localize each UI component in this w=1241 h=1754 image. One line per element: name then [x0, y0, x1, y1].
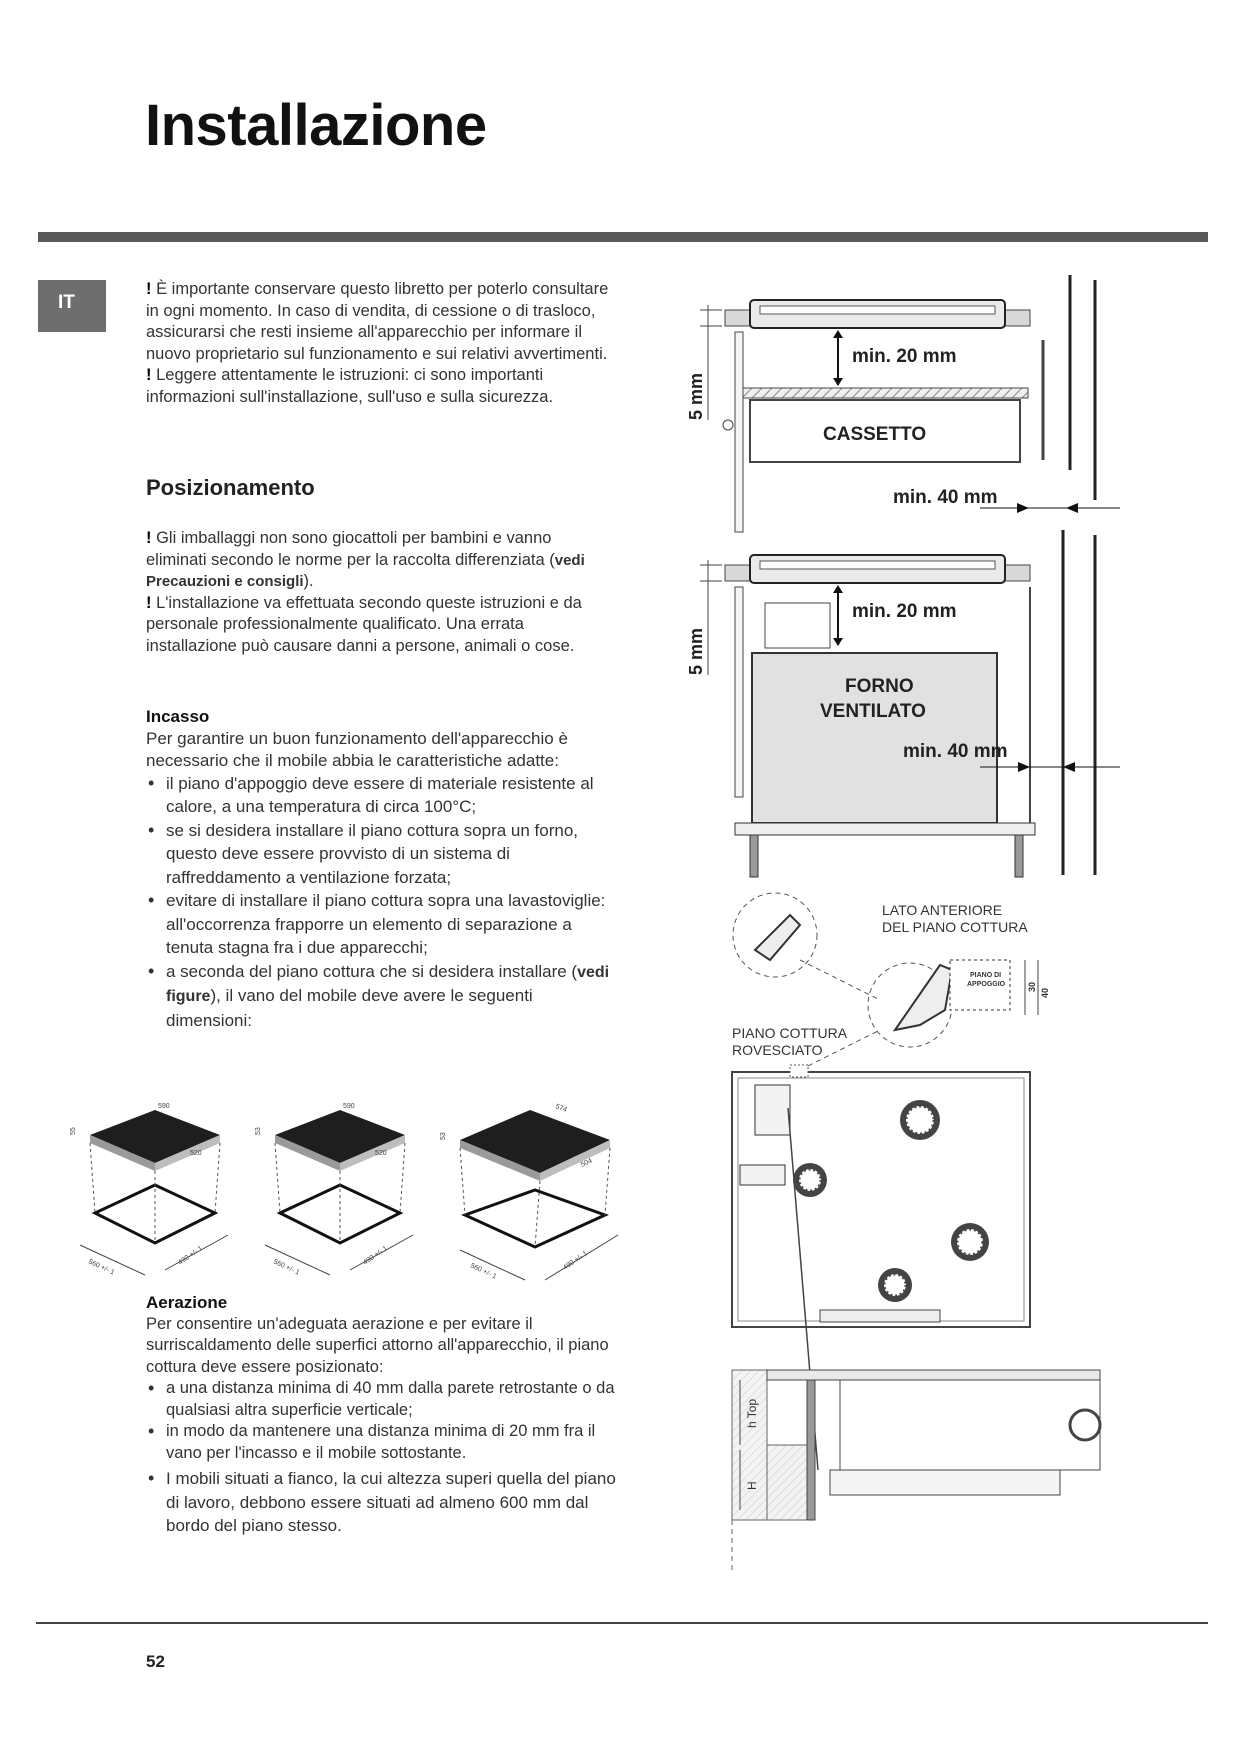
dimension-label: 490 +/- 1: [562, 1249, 589, 1272]
h-top-label: h Top: [745, 1398, 759, 1428]
aerazione-lead: Per consentire un'adeguata aerazione e per evitare il surriscaldamento delle superfici attorno all'apparecchio, il piano cottura deve essere posizionato:: [146, 1314, 609, 1376]
page-number: 52: [146, 1652, 165, 1671]
connector-box: [740, 1165, 785, 1185]
installation-diagrams: [680, 270, 1120, 1590]
arrow-head: [1017, 503, 1029, 513]
cutout-dimension-figures: [70, 1095, 630, 1285]
fan-vent-grille: [906, 1106, 934, 1134]
dimension-label: 55: [70, 1127, 77, 1135]
support-label: PIANO DI: [970, 972, 1002, 979]
dimension-label: 490 +/- 1: [177, 1244, 204, 1267]
dimension-label: 490 +/- 1: [362, 1244, 389, 1267]
dimension-label: 30: [1027, 981, 1037, 992]
oven-label-line2: VENTILATO: [820, 701, 926, 722]
intro-section: [146, 279, 616, 408]
clip-icon: [895, 965, 952, 1030]
dimension-label: 53: [440, 1132, 447, 1140]
clip-screw: [807, 1380, 815, 1520]
aerazione-heading: Aerazione: [146, 1293, 228, 1312]
language-tab-label: IT: [58, 292, 75, 313]
hob-top-plate: [767, 1370, 1100, 1380]
language-tab: [38, 280, 106, 332]
cabinet-base: [735, 823, 1035, 835]
arrow-head: [1066, 503, 1078, 513]
hob-bottom-housing: [830, 1470, 1060, 1495]
cutout-figure-1: [70, 1103, 228, 1277]
dimension-label: 53: [255, 1127, 262, 1135]
fan-vent-grille: [799, 1169, 821, 1191]
projection-line: [275, 1143, 280, 1213]
arrow-head: [833, 585, 843, 593]
dimension-label: 590: [343, 1103, 355, 1110]
terminal-box: [755, 1085, 790, 1135]
arrow-head: [1018, 762, 1030, 772]
list-item: • in modo da mantenere una distanza minima di 20 mm fra il vano per l'incasso e il mobile sottostante.: [146, 1421, 626, 1464]
page-title: Installazione: [145, 93, 487, 158]
side-gap-label: 5 mm: [686, 372, 706, 420]
warning-mark: !: [146, 280, 157, 298]
positioning-text: [146, 528, 616, 657]
flipped-hob-label: PIANO COTTURA: [732, 1025, 848, 1041]
positioning-paragraph-2: ! L'installazione va effettuata secondo queste istruzioni e da personale professionalmente qualificato. Una errata installazione può causare danni a persone, animali o cose.: [146, 593, 582, 655]
list-item: • a seconda del piano cottura che si desidera installare (vedi figure), il vano del mobile deve avere le seguenti dimensioni:: [146, 960, 616, 1033]
back-gap-label: min. 40 mm: [893, 487, 998, 508]
projection-line: [90, 1143, 95, 1213]
precautions-reference: vedi Precauzioni e consigli: [146, 551, 585, 590]
oven-label-line1: FORNO: [845, 676, 914, 697]
list-item: • il piano d'appoggio deve essere di materiale resistente al calore, a una temperatura di circa 100°C;: [146, 772, 616, 819]
fan-vent-grille: [957, 1229, 983, 1255]
list-item: • se si desidera installare il piano cottura sopra un forno, questo deve essere provvisto di un sistema di raffreddamento a ventilazione forzata;: [146, 819, 616, 890]
fixing-clip-detail: [732, 893, 1050, 1070]
dimension-label: 560 +/- 1: [469, 1262, 498, 1281]
oven-control-box: [765, 603, 830, 648]
list-item: • I mobili situati a fianco, la cui altezza superi quella del piano di lavoro, debbono essere situati ad almeno 600 mm dal bordo del piano stesso.: [146, 1467, 626, 1538]
back-gap-label: min. 40 mm: [903, 741, 1008, 762]
cutout-figure-2: [255, 1103, 413, 1277]
arrow-head: [1063, 762, 1075, 772]
drawer-label: CASSETTO: [823, 424, 927, 445]
intro-paragraph-2: ! Leggere attentamente le istruzioni: ci sono importanti informazioni sull'installazione, sull'uso e sulla sicurezza.: [146, 366, 554, 406]
drawer-clearance-diagram: [686, 275, 1120, 532]
list-item: • evitare di installare il piano cottura sopra una lavastoviglie: all'occorrenza frapporre un elemento di separazione a tenuta stagna fra i due apparecchi;: [146, 889, 616, 960]
dimension-label: 520: [375, 1150, 387, 1157]
aerazione-section: [146, 1292, 626, 1538]
leader-line: [800, 960, 880, 1000]
warning-mark: !: [146, 593, 157, 612]
cutout-outline: [465, 1190, 605, 1247]
positioning-section: [146, 477, 616, 499]
cabinet-section-detail: [732, 1370, 1100, 1570]
dimension-label: 504: [579, 1157, 594, 1169]
warning-mark: !: [146, 529, 157, 547]
aerazione-list: [146, 1378, 626, 1538]
figures-reference: vedi figure: [166, 963, 610, 1005]
projection-line: [215, 1143, 220, 1213]
dimension-label: 560 +/- 1: [87, 1258, 116, 1277]
title-divider-bar: [38, 232, 1208, 242]
list-item: • a una distanza minima di 40 mm dalla parete retrostante o da qualsiasi altra superficie verticale;: [146, 1378, 626, 1421]
cutout-figure-3: [440, 1103, 618, 1280]
drawer-knob: [723, 420, 733, 430]
positioning-heading: Posizionamento: [146, 475, 315, 500]
clip-icon: [755, 915, 800, 960]
intro-paragraph-1: ! È importante conservare questo libretto per poterlo consultare in ogni momento. In caso di vendita, di cessione o di trasloco, assicurarsi che resti insieme all'apparecchio per informare il nuovo proprietario sul funzionamento e sui relativi avvertimenti.: [146, 280, 609, 363]
incasso-heading: Incasso: [146, 707, 210, 726]
side-gap-label: 5 mm: [686, 627, 706, 675]
cabinet-leg: [1015, 835, 1023, 877]
positioning-paragraph-1: ! Gli imballaggi non sono giocattoli per bambini e vanno eliminati secondo le norme per la raccolta differenziata (vedi Precauzioni e consigli).: [146, 529, 585, 590]
incasso-list: [146, 772, 616, 1033]
clip-position-marker: [790, 1065, 808, 1077]
dimension-label: 520: [190, 1150, 202, 1157]
top-gap-label: min. 20 mm: [852, 601, 957, 622]
warning-mark: !: [146, 366, 157, 384]
separator-shelf: [743, 388, 1028, 398]
cabinet-leg: [750, 835, 758, 877]
footer-divider: [36, 1622, 1208, 1624]
bottom-rail: [820, 1310, 940, 1322]
arrow-head: [833, 378, 843, 386]
dimension-label: 40: [1040, 987, 1050, 998]
front-side-label: DEL PIANO COTTURA: [882, 919, 1028, 935]
top-gap-label: min. 20 mm: [852, 346, 957, 367]
support-label: APPOGGIO: [967, 981, 1006, 988]
projection-line: [400, 1143, 405, 1213]
dimension-label: 574: [554, 1103, 568, 1114]
cabinet-section: [767, 1445, 807, 1520]
fan-vent-grille: [884, 1274, 906, 1296]
hob-glass: [760, 561, 995, 569]
arrow-head: [833, 638, 843, 646]
flipped-hob-label: ROVESCIATO: [732, 1042, 823, 1058]
dimension-label: 590: [158, 1103, 170, 1110]
h-label: H: [745, 1481, 759, 1490]
incasso-section: [146, 706, 616, 1032]
hob-casing: [840, 1380, 1100, 1470]
oven-clearance-diagram: [686, 530, 1120, 877]
cabinet-side-panel: [735, 332, 743, 532]
worktop-section: [732, 1370, 767, 1520]
projection-line: [605, 1148, 610, 1215]
front-side-label: LATO ANTERIORE: [882, 902, 1003, 918]
dimension-label: 560 +/- 1: [272, 1258, 301, 1277]
incasso-lead: Per garantire un buon funzionamento dell'apparecchio è necessario che il mobile abbia le caratteristiche adatte:: [146, 728, 568, 770]
hob-glass: [760, 306, 995, 314]
projection-line: [460, 1148, 465, 1215]
arrow-head: [833, 330, 843, 338]
cabinet-side-panel: [735, 587, 743, 797]
